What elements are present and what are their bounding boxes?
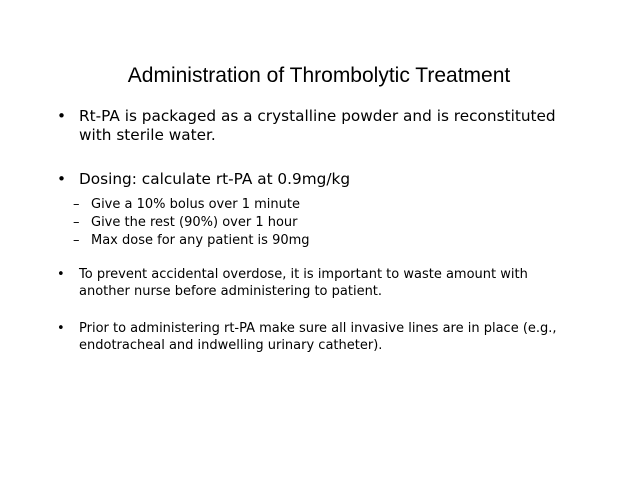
sub-bullet-text: Max dose for any patient is 90mg — [91, 233, 310, 248]
slide-title: Administration of Thrombolytic Treatment — [127, 64, 511, 87]
sub-bullet-text: Give the rest (90%) over 1 hour — [91, 215, 298, 230]
sub-bullet-marker: – — [73, 215, 80, 230]
bullet-marker: • — [57, 321, 65, 336]
bullet-text: Dosing: calculate rt-PA at 0.9mg/kg — [79, 170, 351, 188]
bullet-text: To prevent accidental overdose, it is important to waste amount with another nurse before administering to patient. — [79, 267, 528, 299]
sub-bullet-marker: – — [73, 197, 80, 212]
bullet-item — [57, 320, 577, 356]
bullet-item — [57, 266, 577, 302]
bullet-text: Prior to administering rt-PA make sure all invasive lines are in place (e.g., endotracheal and indwelling urinary catheter). — [79, 321, 557, 353]
sub-bullet-marker: – — [73, 233, 80, 248]
bullet-marker: • — [57, 267, 65, 282]
bullet-marker: • — [57, 107, 67, 125]
bullet-item — [57, 170, 577, 192]
bullet-marker: • — [57, 170, 67, 188]
bullet-text: Rt-PA is packaged as a crystalline powder and is reconstituted with sterile water. — [79, 107, 556, 144]
bullet-item — [57, 107, 577, 147]
sub-bullet-text: Give a 10% bolus over 1 minute — [91, 197, 300, 212]
